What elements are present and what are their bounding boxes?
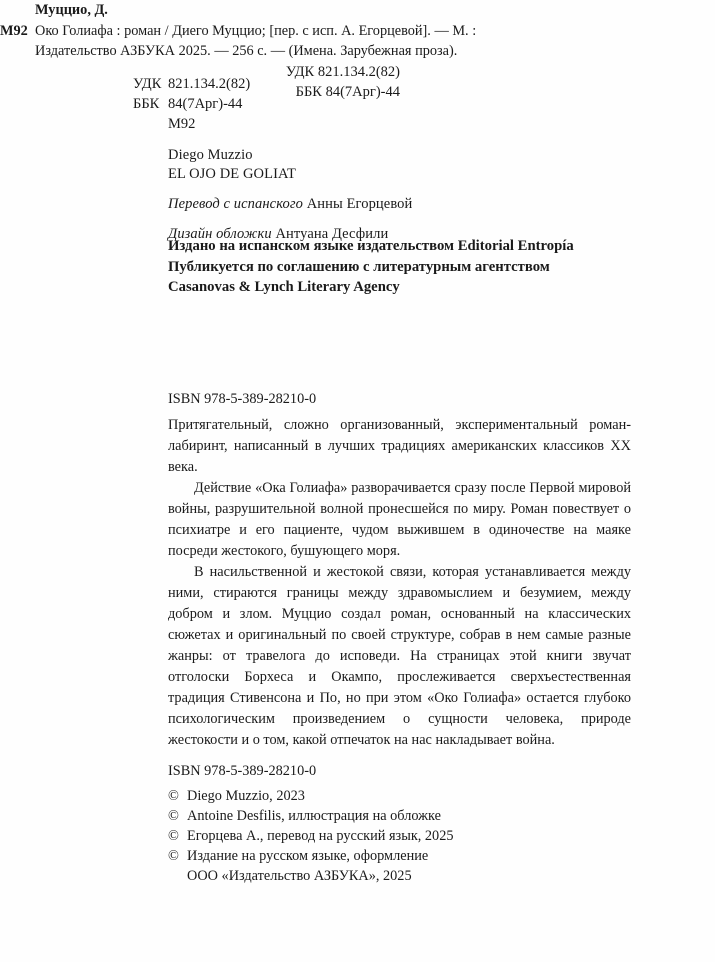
annotation-paragraph-3: В насильственной и жестокой связи, которая устанавливается между ними, стираются границы между здравомыслием и безумием, между добром и злом. Муццио создал роман, основанный на классических сюжетах и оригинальный по своей структуре, собрав в нем самые разные жанры: от травелога до исповеди. На страницах этой книги звучат отголоски Борхеса и Окампо, прослеживается сверхъестественная традиция Стивенсона и По, но при этом «Око Голиафа» остается глубоко психологическим произведением о сущности человека, природе жестокости и о том, какой отпечаток на нас накладывает война. — [168, 564, 631, 748]
copyright-icon: © — [168, 848, 179, 864]
udk-value: 821.134.2(82) — [168, 76, 251, 92]
rights-line-2: Публикуется по соглашению с литературным агентством — [168, 258, 550, 275]
copyright-icon: © — [168, 828, 179, 844]
original-author: Diego Muzzio — [168, 147, 253, 163]
translator-name: Анны Егорцевой — [306, 196, 413, 212]
copyright-icon: © — [168, 788, 179, 804]
classification-codes-top — [133, 74, 533, 134]
translation-label: Перевод с испанского — [168, 196, 303, 212]
translation-credit — [168, 195, 631, 214]
copyright-text: Antoine Desfilis, иллюстрация на обложке — [187, 808, 441, 824]
cip-description-wrapper — [0, 21, 498, 62]
copyright-line — [168, 846, 631, 866]
copyright-text: Издание на русском языке, оформление — [187, 848, 429, 864]
isbn-top: ISBN 978-5-389-28210-0 — [168, 391, 317, 407]
rights-line-3: Casanovas & Lynch Literary Agency — [168, 279, 400, 295]
copyright-text: Егорцева А., перевод на русский язык, 2025 — [187, 828, 454, 844]
author-sign-row — [133, 114, 533, 134]
bbk-bottom: ББК 84(7Арг)-44 — [295, 83, 400, 100]
annotation-paragraph-2: Действие «Ока Голиафа» разворачивается сразу после Первой мировой войны, разрушительной волной пронесшейся по миру. Роман повествует о психиатре и его пациенте, чудом выжившем в одиночестве на маяке посреди жестокого, бушующего моря. — [168, 480, 631, 559]
copyright-continuation: ООО «Издательство АЗБУКА», 2025 — [187, 868, 412, 884]
cip-sign: М92 — [0, 22, 28, 39]
copyright-line — [168, 806, 631, 826]
cip-description: Око Голиафа : роман / Диего Муццио; [пер. с исп. А. Егорцевой]. — М. : Издательство АЗБУКА 2025. — 256 с. — (Имена. Зарубежная проза). — [35, 22, 477, 59]
isbn-bottom: ISBN 978-5-389-28210-0 — [168, 763, 317, 779]
udk-row — [133, 74, 533, 94]
cover-designer-name: Антуана Десфили — [275, 226, 389, 242]
cover-design-label: Дизайн обложки — [168, 226, 272, 242]
rights-line-1: Издано на испанском языке издательством Editorial Entropía — [168, 238, 574, 254]
udk-label: УДК — [133, 76, 162, 92]
bbk-row — [133, 94, 533, 114]
cip-record — [0, 0, 498, 62]
annotation-paragraph-1: Притягательный, сложно организованный, экспериментальный роман-лабиринт, написанный в лучших традициях американских классиков XX века. — [168, 417, 631, 475]
bbk-label: ББК — [133, 96, 160, 112]
copyright-notices — [168, 786, 631, 886]
copyright-icon: © — [168, 808, 179, 824]
copyright-text: Diego Muzzio, 2023 — [187, 788, 305, 804]
copyright-line — [168, 826, 631, 846]
copyright-line — [168, 786, 631, 806]
udk-bottom: УДК 821.134.2(82) — [285, 63, 400, 80]
author-sign: М92 — [168, 116, 196, 132]
bbk-value: 84(7Арг)-44 — [168, 96, 243, 112]
annotation-block — [168, 415, 631, 751]
credits-block — [168, 146, 631, 244]
original-title: EL OJO DE GOLIAT — [168, 166, 296, 182]
rights-statement — [168, 236, 631, 298]
cip-author: Муццио, Д. — [35, 2, 108, 18]
